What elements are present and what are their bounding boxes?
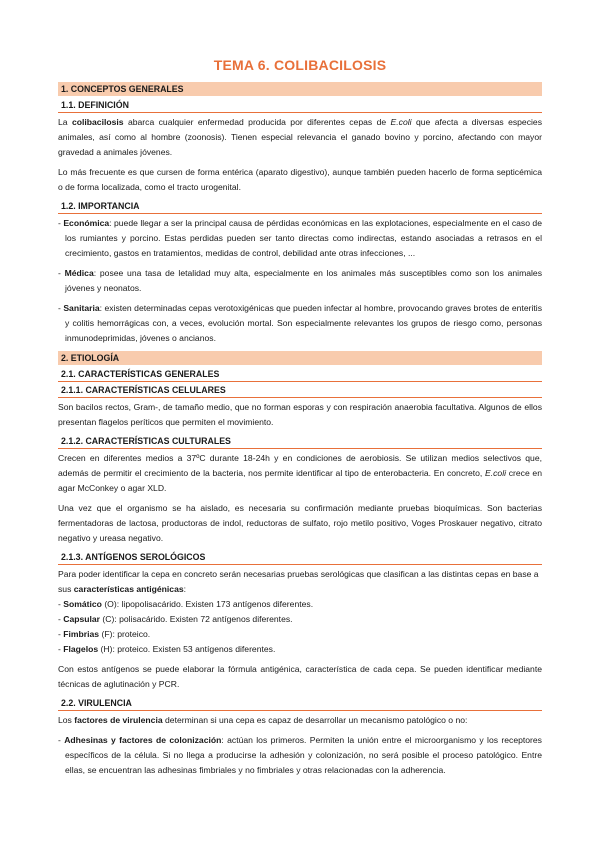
subsection-heading-celulares: 2.1.1. CARACTERÍSTICAS CELULARES xyxy=(58,384,542,398)
bullet-sanitaria: - Sanitaria: existen determinadas cepas verotoxigénicas que pueden infectar al hombre, provocando graves brotes de enteritis y colitis hemorrágicas con, a veces, evolución mortal. Son especialmente relevantes los grupos de riesgo como, personas inmunodeprimidas, jóvenes o ancianos. xyxy=(58,303,542,343)
subsection-heading-caracteristicas: 2.1. CARACTERÍSTICAS GENERALES xyxy=(58,368,542,382)
antigen-item-flagelos: - Flagelos (H): proteico. Existen 53 antígenos diferentes. xyxy=(58,644,276,654)
bullet-adhesinas: - Adhesinas y factores de colonización: actúan los primeros. Permiten la unión entre el microorganismo y los receptores específicos de la célula. Si no llega a producirse la adhesión y colonización, no será posible el proceso patológico. Entre ellas, se encuentran las adhesinas fimbriales y no fimbriales y otras relacionadas con la adherencia. xyxy=(58,735,542,775)
antigenos-paragraph-2: Con estos antígenos se puede elaborar la fórmula antigénica, característica de cada cepa. Se pueden identificar mediante técnicas de aglutinación y PCR. xyxy=(58,664,542,689)
bullet-economica: - Económica: puede llegar a ser la principal causa de pérdidas económicas en las explotaciones, especialmente en el caso de los rumiantes y porcino. Estas perdidas pueden ser tanto directas como indirectas, estando asociadas a retrasos en el crecimiento, gastos en tratamientos, medidas de control, debilidad ante otras infecciones, ... xyxy=(58,218,542,258)
page-title: TEMA 6. COLIBACILOSIS xyxy=(213,57,387,73)
virulencia-intro: Los factores de virulencia determinan si una cepa es capaz de desarrollar un mecanismo patológico o no: xyxy=(58,715,468,725)
section-heading-etiologia: 2. ETIOLOGÍA xyxy=(58,351,542,365)
antigenos-intro: Para poder identificar la cepa en concreto serán necesarias pruebas serológicas que clasifican a las distintas cepas en base a sus características antigénicas: xyxy=(58,569,539,594)
subsection-heading-virulencia: 2.2. VIRULENCIA xyxy=(58,697,542,711)
culturales-paragraph: Crecen en diferentes medios a 37ºC durante 18-24h y en condiciones de aerobiosis. Se utilizan medios selectivos que, además de permitir el crecimiento de la bacteria, nos permite identificar al tipo de enterobacteria. En concreto, E.coli crece en agar McConkey o agar XLD. xyxy=(58,453,542,493)
definition-paragraph: La colibacilosis abarca cualquier enfermedad producida por diferentes cepas de E.coli que afecta a diversas especies animales, así como al hombre (zoonosis). Tienen especial relevancia el ganado bovino y porcino, afectando con mayor gravedad a animales jóvenes. xyxy=(58,117,542,157)
antigen-item-somatico: - Somático (O): lipopolisacárido. Existen 173 antígenos diferentes. xyxy=(58,599,314,609)
section-heading-conceptos: 1. CONCEPTOS GENERALES xyxy=(58,82,542,96)
celulares-paragraph: Son bacilos rectos, Gram-, de tamaño medio, que no forman esporas y con respiración anaerobia facultativa. Algunos de ellos presentan flagelos períticos que permiten el movimiento. xyxy=(58,402,542,427)
subsection-heading-antigenos: 2.1.3. ANTÍGENOS SEROLÓGICOS xyxy=(58,551,542,565)
antigen-item-fimbrias: - Fimbrias (F): proteico. xyxy=(58,629,151,639)
subsection-heading-importancia: 1.2. IMPORTANCIA xyxy=(58,200,542,214)
subsection-heading-definicion: 1.1. DEFINICIÓN xyxy=(58,99,542,113)
culturales-paragraph-2: Una vez que el organismo se ha aislado, es necesaria su confirmación mediante pruebas bioquímicas. Son bacterias fermentadoras de lactosa, productoras de indol, reductoras de sulfato, rojo metilo positivo, Voges Proskauer negativo, citrato negativo y ureasa negativo. xyxy=(58,503,542,543)
definition-paragraph-2: Lo más frecuente es que cursen de forma entérica (aparato digestivo), aunque también pueden hacerlo de forma septicémica o de forma localizada, como el tracto urogenital. xyxy=(58,167,542,192)
subsection-heading-culturales: 2.1.2. CARACTERÍSTICAS CULTURALES xyxy=(58,435,542,449)
bullet-medica: - Médica: posee una tasa de letalidad muy alta, especialmente en los animales más susceptibles como son los animales jóvenes y neonatos. xyxy=(58,268,542,293)
antigen-item-capsular: - Capsular (C): polisacárido. Existen 72 antígenos diferentes. xyxy=(58,614,293,624)
